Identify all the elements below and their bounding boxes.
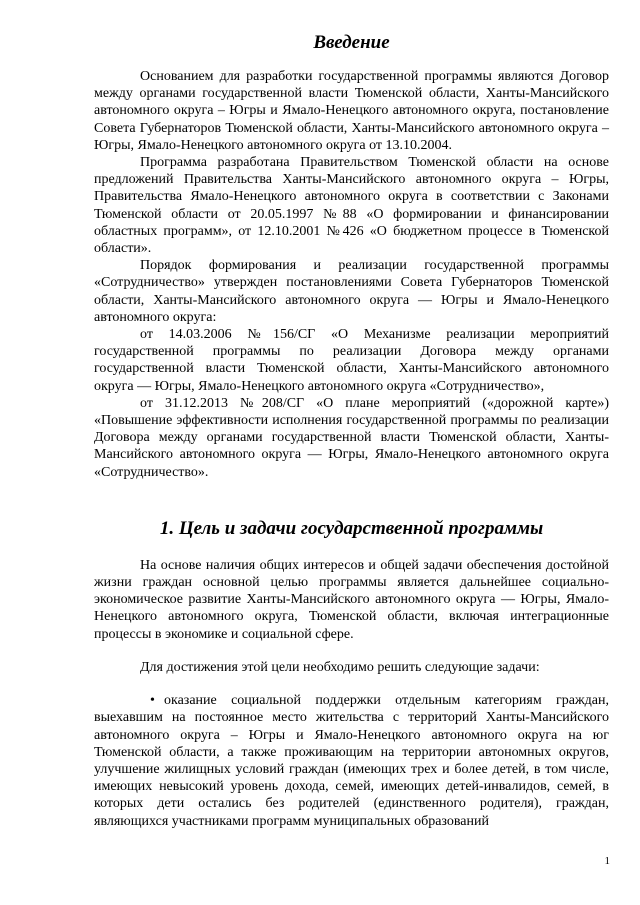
intro-paragraph-basis: Основанием для разработки государственной программы являются Договор между органами государственной власти Тюменской области, Ханты-Мансийского автономного округа – Югры и Ямало-Ненецкого автономного округа, постановление Совета Губернаторов Тюменской области, Ханты-Мансийского автономного округа – Югры, Ямало-Ненецкого автономного округа от 13.10.2004. [94,69,609,153]
document-page [94,30,609,830]
intro-section [94,68,609,481]
section-1-goal-paragraph: На основе наличия общих интересов и общей задачи обеспечения достойной жизни граждан основной целью программы является дальнейшее социально-экономическое развитие Ханты-Мансийского автономного округа — Югры, Ямало-Ненецкого автономного округа, Тюменской области, включая интеграционные процессы в экономике и социальной сфере. [94,557,609,642]
section-1-title: 1. Цель и задачи государственной программы [159,517,544,539]
page-number: 1 [604,855,610,867]
intro-paragraph-resolution-2006: от 14.03.2006 №156/СГ «О Механизме реализации мероприятий государственной программы по реализации Договора между органами государственной власти Тюменской области, Ханты-Мансийского автономного округа — Югры, Ямало-Ненецкого автономного округа «Сотрудничество», [94,327,609,394]
intro-paragraph-development: Программа разработана Правительством Тюменской области на основе предложений Правительства Ханты-Мансийского автономного округа – Югры, Правительства Ямало-Ненецкого автономного округа в соответствии с Законами Тюменской области от 20.05.1997 №88 «О формировании и финансировании областных программ», от 12.10.2001 №426 «О бюджетном процессе в Тюменской области». [94,155,609,257]
tasks-list [94,692,609,830]
list-item [94,692,609,830]
section-1-tasks-intro: Для достижения этой цели необходимо решить следующие задачи: [140,659,540,675]
intro-title: Введение [313,32,390,53]
paragraph-spacer [94,643,609,659]
section-1-body [94,557,609,676]
bullet-icon: • [150,693,155,709]
intro-paragraph-resolution-2013: от 31.12.2013 №208/СГ «О плане мероприятий («дорожной карте») «Повышение эффективности исполнения государственной программы по реализации Договора между органами государственной власти Тюменской области, Ханты-Мансийского автономного округа — Югры, Ямало-Ненецкого автономного округа «Сотрудничество». [94,395,609,480]
intro-paragraph-procedure: Порядок формирования и реализации государственной программы «Сотрудничество» утвержден постановлениями Совета Губернаторов Тюменской области, Ханты-Мансийского автономного округа — Югры и Ямало-Ненецкого автономного округа: [94,258,609,325]
list-item-text: оказание социальной поддержки отдельным категориям граждан, выехавшим на постоянное место жительства с территорий Ханты-Мансийского автономного округа – Югры и Ямало-Ненецкого автономного округа на юг Тюменской области, а также проживающим на территории автономных округов, улучшение жилищных условий граждан (имеющих трех и более детей, в том числе, имеющих невысокий уровень дохода, семей, имеющих детей-инвалидов, семей, в которых дети остались без родителей (единственного родителя), граждан, являющихся участниками программ муниципальных образований [94,693,609,829]
